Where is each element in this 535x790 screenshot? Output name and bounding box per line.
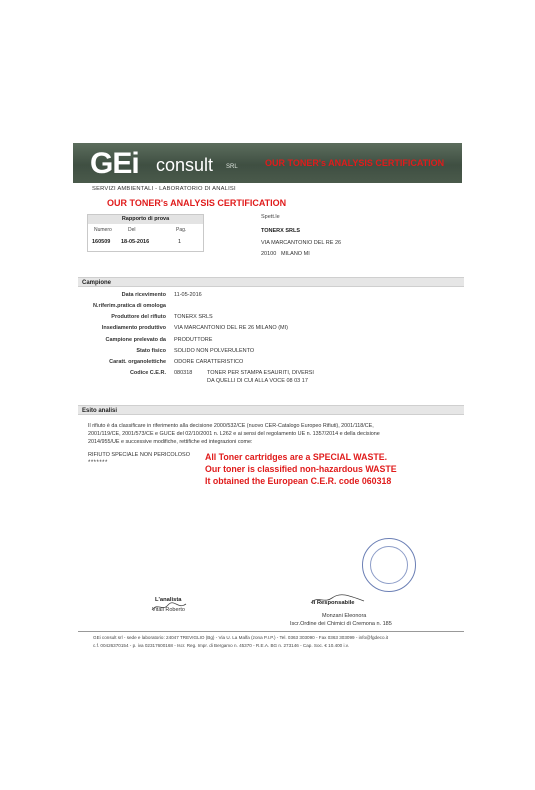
red-note: All Toner cartridges are a SPECIAL WASTE. — [205, 452, 388, 462]
red-note: Our toner is classified non-hazardous WASTE — [205, 464, 397, 474]
footer-line: GEi consult srl - sede e laboratorio: 24047 TREVIGLIO (Bg) - Via U. La Malfa (zona P.I.P.) - Tel. 0363 303090 - Fax 0363 303099 - info@fgdeco.it — [93, 635, 389, 640]
field-value: 11-05-2016 — [174, 292, 202, 298]
responsible-signature — [308, 592, 368, 606]
campione-section-header: Campione — [78, 277, 464, 287]
field-value: ODORE CARATTERISTICO — [174, 359, 244, 365]
footer-divider — [78, 631, 464, 632]
red-note: It obtained the European C.E.R. code 060318 — [205, 476, 392, 486]
field-label: Codice C.E.R. — [129, 370, 166, 376]
field-value: VIA MARCANTONIO DEL RE 26 MILANO (MI) — [174, 325, 288, 331]
esito-line: Il rifiuto è da classificare in riferimento alla decisione 2000/532/CE (nuovo CER-Catalogo Europeo Rifiuti), 2001/118/CE, — [88, 423, 374, 429]
field-label: Produttore del rifiuto — [111, 314, 166, 320]
report-page-label: Pag. — [176, 227, 187, 233]
field-value: TONERX SRLS — [174, 314, 213, 320]
field-label: Caratt. organolettiche — [109, 359, 166, 365]
field-label: N.riferim.pratica di omologa — [92, 303, 166, 309]
analyst-label: L'analista — [155, 597, 182, 603]
analyst-name: Vitali Roberto — [152, 607, 185, 613]
esito-paragraph — [88, 422, 458, 447]
report-page: 1 — [178, 239, 182, 245]
addressee-city: MILANO MI — [281, 251, 310, 257]
cer-description: TONER PER STAMPA ESAURITI, DIVERSI — [207, 370, 314, 376]
addressee-salutation: Spett.le — [261, 214, 280, 220]
classification-stars: ******* — [88, 460, 108, 466]
cert-title: OUR TONER's ANALYSIS CERTIFICATION — [107, 198, 287, 208]
report-date: 18-05-2016 — [121, 239, 150, 245]
laboratory-stamp-inner — [370, 546, 408, 584]
esito-line: 2001/119/CE, 2001/573/CE e GUCE del 02/10/2001 n. L262 e ai sensi del regolamento UE n. 1357/2014 e della decisione — [88, 431, 380, 438]
addressee-street: VIA MARCANTONIO DEL RE 26 — [261, 240, 342, 246]
report-date-label: Del — [128, 227, 136, 233]
field-value: SOLIDO NON POLVERULENTO — [174, 348, 255, 354]
report-box-title: Rapporto di prova — [88, 215, 203, 224]
addressee-cap: 20100 — [261, 251, 277, 257]
report-number-label: Numero — [94, 227, 112, 233]
field-label: Campione prelevato da — [105, 337, 166, 343]
field-label: Stato fisico — [136, 348, 166, 354]
field-value: 080318 — [174, 370, 193, 376]
field-label: Data ricevimento — [121, 292, 166, 298]
esito-line: 2014/955/UE e successive modifiche, rettifiche ed integrazioni come: — [88, 439, 253, 446]
report-number: 160509 — [92, 239, 111, 245]
company-logo: GEi — [90, 147, 139, 180]
addressee-name: TONERX SRLS — [261, 228, 301, 234]
waste-classification: RIFIUTO SPECIALE NON PERICOLOSO — [88, 452, 190, 458]
cer-description: DA QUELLI DI CUI ALLA VOCE 08 03 17 — [207, 378, 308, 384]
company-logo-sub: consult — [156, 155, 214, 175]
responsible-name: Monzani Eleonora — [322, 613, 367, 619]
report-box — [87, 214, 204, 252]
field-value: PRODUTTORE — [174, 337, 213, 343]
field-label: Insediamento produttivo — [101, 325, 166, 331]
responsible-label: Il Responsabile — [312, 600, 355, 606]
responsible-order: Iscr.Ordine dei Chimici di Cremona n. 185 — [290, 621, 392, 627]
header-cert-title: OUR TONER's ANALYSIS CERTIFICATION — [265, 158, 445, 168]
services-line: SERVIZI AMBIENTALI - LABORATORIO DI ANALISI — [92, 186, 236, 192]
company-logo-srl: SRL — [226, 164, 238, 170]
esito-section-header: Esito analisi — [78, 405, 464, 415]
footer-line: c.f. 00426370154 - p. iva 02317600168 - Iscr. Reg. Impr. di Bergamo n. 45370 - R.E.A. BG n. 273146 - Cap. Soc. € 10.400 i.v. — [93, 643, 350, 648]
